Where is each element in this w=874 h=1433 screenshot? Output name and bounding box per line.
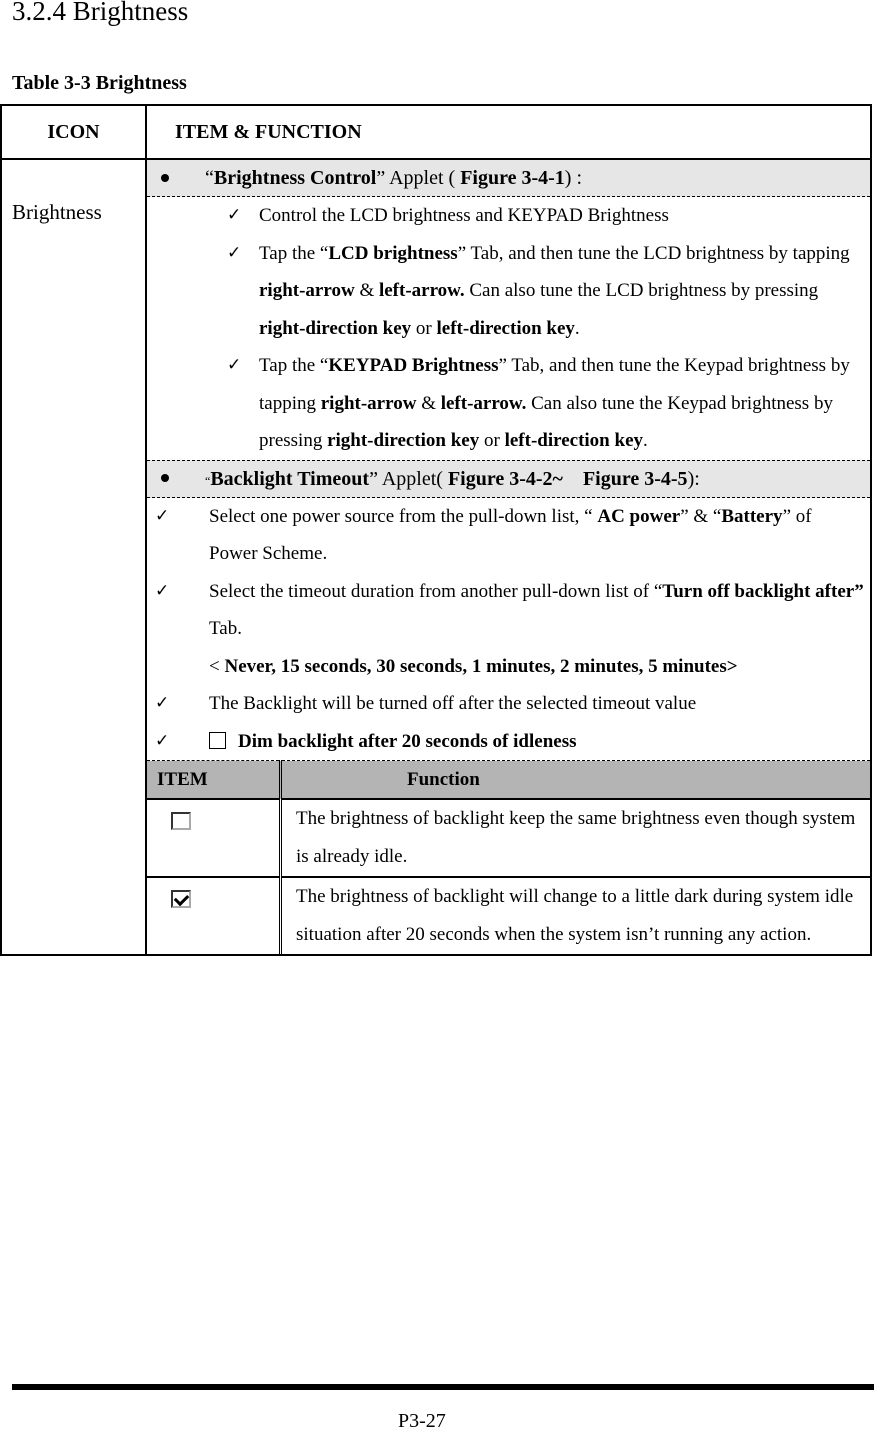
figure-ref: Figure 3-4-1 (460, 167, 565, 189)
list-item: ✓ Control the LCD brightness and KEYPAD Brightness (147, 197, 870, 235)
applet-name: Backlight Timeout (210, 467, 370, 490)
table-row (147, 799, 870, 877)
timeout-options: < Never, 15 seconds, 30 seconds, 1 minutes, 2 minutes, 5 minutes> (209, 655, 738, 677)
item-cell (147, 799, 281, 877)
list-item: ✓ Select one power source from the pull-down list, “ AC power” & “Battery” of Power Scheme. (147, 498, 870, 573)
empty-checkbox-icon (209, 732, 226, 749)
bullet-icon (161, 474, 169, 482)
checkmark-icon: ✓ (155, 730, 170, 751)
brightness-control-heading (147, 160, 870, 197)
list-item: ✓ The Backlight will be turned off after the selected timeout value (147, 685, 870, 723)
icon-cell-brightness: Brightness (1, 159, 146, 955)
table-row (1, 159, 871, 955)
applet-label: ” Applet ( (376, 167, 461, 189)
item-cell (147, 877, 281, 954)
function-cell (146, 159, 871, 955)
list-item: ✓ Select the timeout duration from another pull-down list of “Turn off backlight after” Tab. (147, 573, 870, 648)
applet-name: Brightness Control (213, 167, 377, 189)
quote-open: “ (205, 167, 214, 189)
header-icon: ICON (1, 105, 146, 159)
applet-label: ” Applet( (369, 467, 448, 490)
function-text: The brightness of backlight will change to a little dark during system idle situation after 20 seconds when the system isn’t running any action. (296, 886, 854, 945)
col-item-header: ITEM (147, 761, 281, 800)
checkmark-icon: ✓ (155, 505, 170, 526)
table-caption: Table 3-3 Brightness (12, 72, 187, 94)
backlight-timeout-heading (147, 460, 870, 498)
page-number: P3-27 (398, 1410, 446, 1432)
quote-open: “ (205, 473, 211, 488)
backlight-timeout-list-2 (147, 685, 870, 760)
table-header-row (1, 105, 871, 159)
header-item-function: ITEM & FUNCTION (146, 105, 871, 159)
checkmark-icon: ✓ (227, 242, 242, 263)
checkmark-icon: ✓ (227, 355, 242, 375)
checkbox-checked-icon (171, 890, 191, 908)
dim-backlight-table (147, 760, 870, 954)
figure-ref: Figure 3-4-2~ Figure 3-4-5 (447, 467, 688, 490)
checkmark-icon: ✓ (227, 205, 242, 225)
section-title: 3.2.4 Brightness (12, 0, 189, 26)
brightness-table (0, 104, 872, 956)
backlight-timeout-list (147, 498, 870, 648)
checkbox-unchecked-icon (171, 812, 191, 830)
list-item: ✓ Tap the “KEYPAD Brightness” Tab, and then tune the Keypad brightness by tapping right-arrow & left-arrow. Can also tune the Keypad brightness by pressing right-direction key or left-direction key. (147, 347, 870, 460)
brightness-control-list (147, 197, 870, 460)
list-item: ✓ Dim backlight after 20 seconds of idleness (147, 723, 870, 761)
checkmark-icon: ✓ (155, 580, 170, 601)
sub-table-header (147, 761, 870, 800)
bullet-icon (161, 174, 169, 182)
footer-rule (12, 1384, 874, 1390)
table-row (147, 877, 870, 954)
heading-tail: ): (687, 467, 700, 490)
function-text: The brightness of backlight keep the same brightness even though system is already idle. (281, 799, 871, 877)
checkmark-icon: ✓ (155, 693, 170, 713)
list-item: ✓ Tap the “LCD brightness” Tab, and then tune the LCD brightness by tapping right-arrow & left-arrow. Can also tune the LCD brightness by pressing right-direction key or left-direction key. (147, 235, 870, 348)
heading-tail: ) : (564, 167, 583, 189)
col-function-header: Function (281, 761, 871, 800)
